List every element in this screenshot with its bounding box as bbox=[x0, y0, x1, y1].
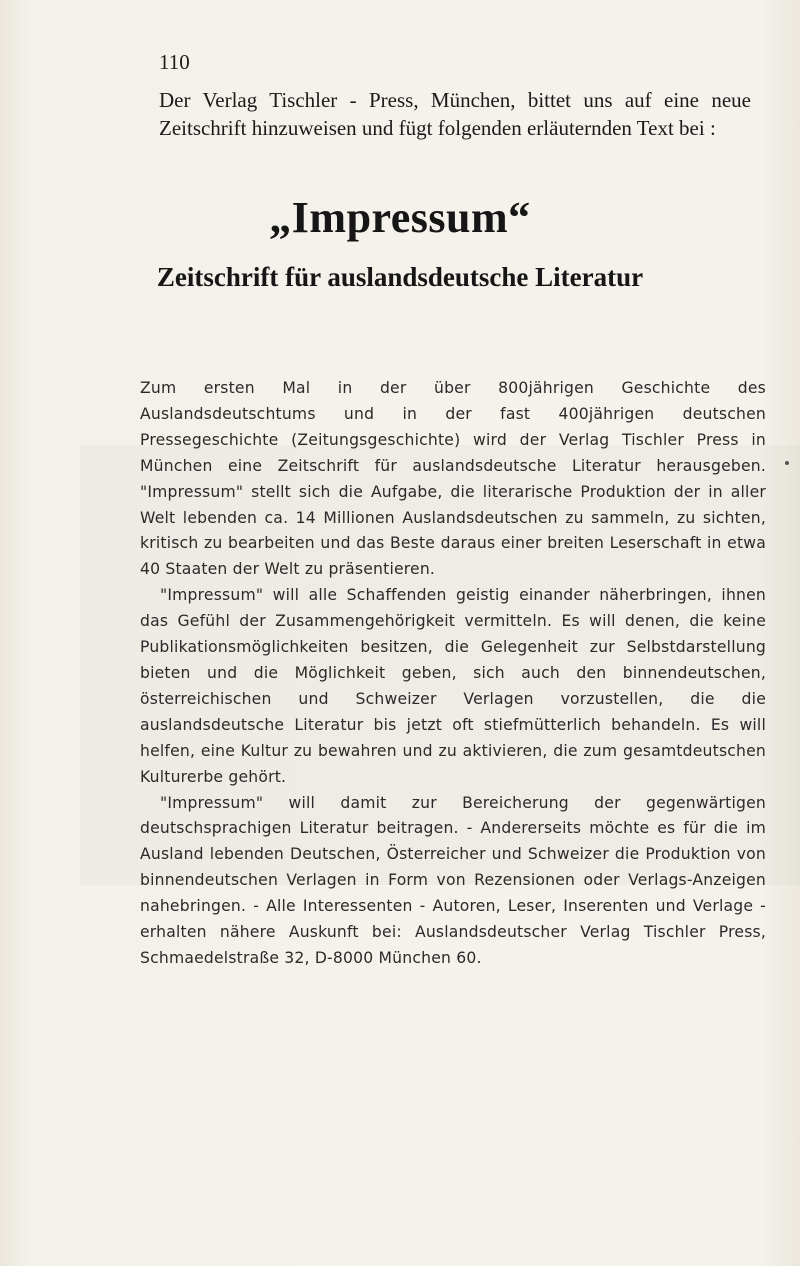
paragraph: Zum ersten Mal in der über 800jährigen Geschichte des Auslandsdeutschtums und in der fast 400jährigen deutschen Pressegeschichte (Zeitungsgeschichte) wird der Verlag Tischler Press in München eine Zeitschrift für auslandsdeutsche Literatur herausgeben. "Impressum" stellt sich die Aufgabe, die literarische Produktion der in aller Welt lebenden ca. 14 Millionen Auslandsdeutschen zu sammeln, zu sichten, kritisch zu bearbeiten und das Beste daraus einer breiten Leserschaft in etwa 40 Staaten der Welt zu präsentieren. bbox=[140, 379, 766, 579]
magazine-title: „Impressum“ bbox=[269, 193, 531, 242]
margin-mark bbox=[785, 461, 789, 465]
paragraph: "Impressum" will alle Schaffenden geistig einander näherbringen, ihnen das Gefühl der Zusammengehörigkeit vermitteln. Es will denen, die keine Publikationsmöglichkeiten besitzen, die Gelegenheit zur Selbstdarstellung bieten und die Möglichkeit geben, sich auch den binnendeutschen, österreichischen und Schweizer Verlagen vorzustellen, die die auslandsdeutsche Literatur bis jetzt oft stiefmütterlich behandeln. Es will helfen, eine Kultur zu bewahren und zu aktivieren, die zum gesamtdeutschen Kulturerbe gehört. bbox=[140, 586, 766, 786]
announcement-body bbox=[140, 376, 766, 972]
page-number: 110 bbox=[159, 50, 190, 74]
intro-text: Der Verlag Tischler - Press, München, bittet uns auf eine neue Zeitschrift hinzuweisen und fügt folgenden erläuternden Text bei : bbox=[159, 88, 751, 140]
paragraph: "Impressum" will damit zur Bereicherung der gegenwärtigen deutschsprachigen Literatur beitragen. - Andererseits möchte es für die im Ausland lebenden Deutschen, Österreicher und Schweizer die Produktion von binnendeutschen Verlagen in Form von Rezensionen oder Verlags-Anzeigen nahebringen. - Alle Interessenten - Autoren, Leser, Inserenten und Verlage - erhalten nähere Auskunft bei: Auslandsdeutscher Verlag Tischler Press, Schmaedelstraße 32, D-8000 München 60. bbox=[140, 793, 766, 967]
magazine-subtitle: Zeitschrift für auslandsdeutsche Literatur bbox=[156, 262, 644, 292]
